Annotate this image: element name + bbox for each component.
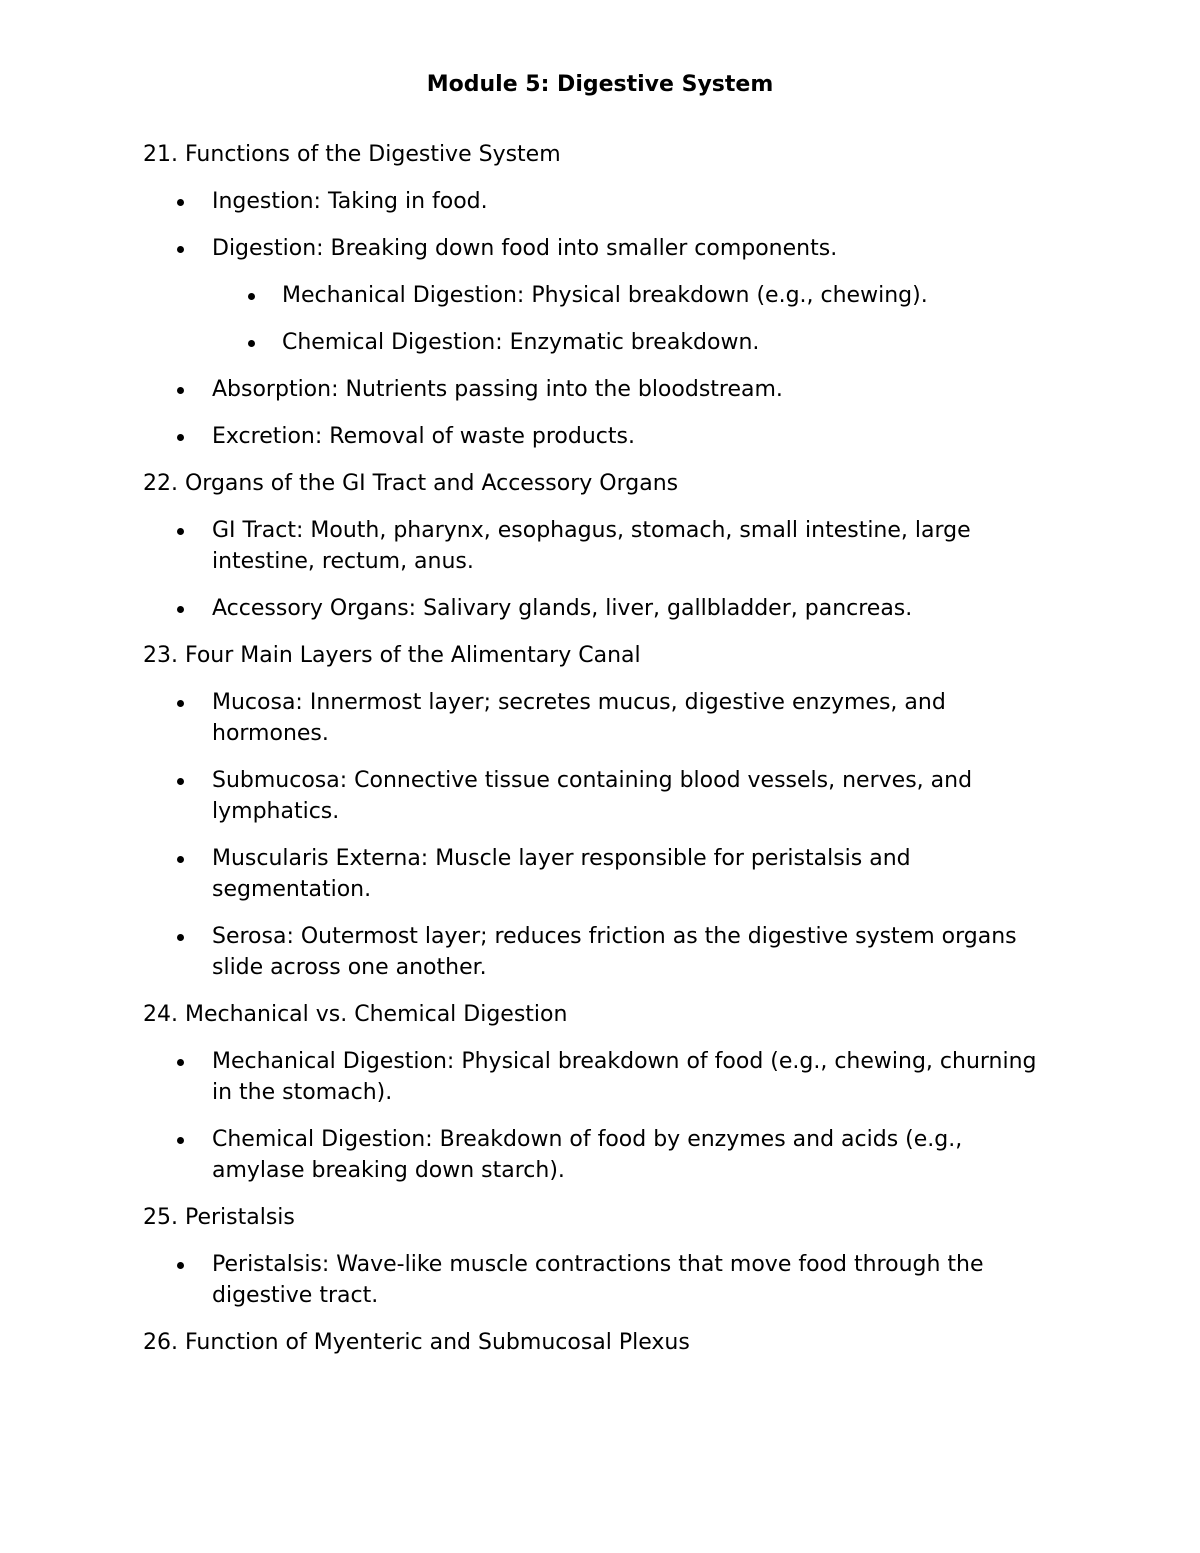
bullet-item bbox=[143, 186, 1043, 217]
bullet-item bbox=[143, 593, 1043, 624]
bullet-dot-icon bbox=[177, 1059, 184, 1066]
bullet-item bbox=[143, 233, 1043, 264]
bullet-text: Serosa: Outermost layer; reduces friction as the digestive system organs slide across one another. bbox=[212, 924, 1017, 980]
section bbox=[143, 139, 1043, 452]
bullet-dot-icon bbox=[177, 778, 184, 785]
bullet-text: Submucosa: Connective tissue containing blood vessels, nerves, and lymphatics. bbox=[212, 768, 973, 824]
bullet-dot-icon bbox=[177, 1262, 184, 1269]
section bbox=[143, 640, 1043, 983]
bullet-list bbox=[143, 1046, 1043, 1186]
bullet-item bbox=[143, 280, 1043, 311]
bullet-item bbox=[143, 327, 1043, 358]
bullet-list bbox=[143, 1249, 1043, 1311]
bullet-dot-icon bbox=[177, 246, 184, 253]
section bbox=[143, 999, 1043, 1186]
bullet-text: Muscularis Externa: Muscle layer responsible for peristalsis and segmentation. bbox=[212, 846, 911, 902]
section-heading: 21. Functions of the Digestive System bbox=[143, 142, 561, 167]
bullet-item bbox=[143, 1124, 1043, 1186]
document-body bbox=[143, 139, 1043, 1374]
bullet-item bbox=[143, 921, 1043, 983]
section bbox=[143, 1327, 1043, 1359]
bullet-text: Absorption: Nutrients passing into the bloodstream. bbox=[212, 377, 783, 402]
bullet-dot-icon bbox=[177, 1137, 184, 1144]
bullet-dot-icon bbox=[177, 199, 184, 206]
section-heading: 23. Four Main Layers of the Alimentary Canal bbox=[143, 643, 641, 668]
bullet-text: Mechanical Digestion: Physical breakdown (e.g., chewing). bbox=[282, 283, 928, 308]
bullet-list bbox=[143, 515, 1043, 624]
bullet-text: Chemical Digestion: Breakdown of food by enzymes and acids (e.g., amylase breaking down starch). bbox=[212, 1127, 963, 1183]
bullet-dot-icon bbox=[177, 387, 184, 394]
bullet-item bbox=[143, 374, 1043, 405]
bullet-dot-icon bbox=[248, 340, 255, 347]
bullet-text: GI Tract: Mouth, pharynx, esophagus, stomach, small intestine, large intestine, rectum, anus. bbox=[212, 518, 971, 574]
bullet-dot-icon bbox=[177, 856, 184, 863]
section-heading: 22. Organs of the GI Tract and Accessory Organs bbox=[143, 471, 679, 496]
bullet-dot-icon bbox=[177, 434, 184, 441]
bullet-dot-icon bbox=[177, 528, 184, 535]
bullet-item bbox=[143, 687, 1043, 749]
bullet-dot-icon bbox=[248, 293, 255, 300]
bullet-text: Peristalsis: Wave-like muscle contractions that move food through the digestive tract. bbox=[212, 1252, 984, 1308]
bullet-list bbox=[143, 687, 1043, 983]
bullet-item bbox=[143, 421, 1043, 452]
bullet-item bbox=[143, 1249, 1043, 1311]
bullet-dot-icon bbox=[177, 934, 184, 941]
bullet-text: Ingestion: Taking in food. bbox=[212, 189, 488, 214]
bullet-item bbox=[143, 765, 1043, 827]
section-heading: 26. Function of Myenteric and Submucosal Plexus bbox=[143, 1330, 690, 1355]
section bbox=[143, 1202, 1043, 1311]
section bbox=[143, 468, 1043, 624]
document-title: Module 5: Digestive System bbox=[426, 72, 774, 97]
bullet-text: Mechanical Digestion: Physical breakdown of food (e.g., chewing, churning in the stomach). bbox=[212, 1049, 1037, 1105]
bullet-text: Chemical Digestion: Enzymatic breakdown. bbox=[282, 330, 760, 355]
section-heading: 24. Mechanical vs. Chemical Digestion bbox=[143, 1002, 568, 1027]
bullet-text: Accessory Organs: Salivary glands, liver, gallbladder, pancreas. bbox=[212, 596, 913, 621]
bullet-item bbox=[143, 1046, 1043, 1108]
bullet-item bbox=[143, 515, 1043, 577]
bullet-text: Excretion: Removal of waste products. bbox=[212, 424, 635, 449]
bullet-dot-icon bbox=[177, 700, 184, 707]
bullet-list bbox=[143, 186, 1043, 452]
section-heading: 25. Peristalsis bbox=[143, 1205, 295, 1230]
bullet-text: Mucosa: Innermost layer; secretes mucus, digestive enzymes, and hormones. bbox=[212, 690, 946, 746]
bullet-item bbox=[143, 843, 1043, 905]
bullet-text: Digestion: Breaking down food into smaller components. bbox=[212, 236, 838, 261]
bullet-dot-icon bbox=[177, 606, 184, 613]
